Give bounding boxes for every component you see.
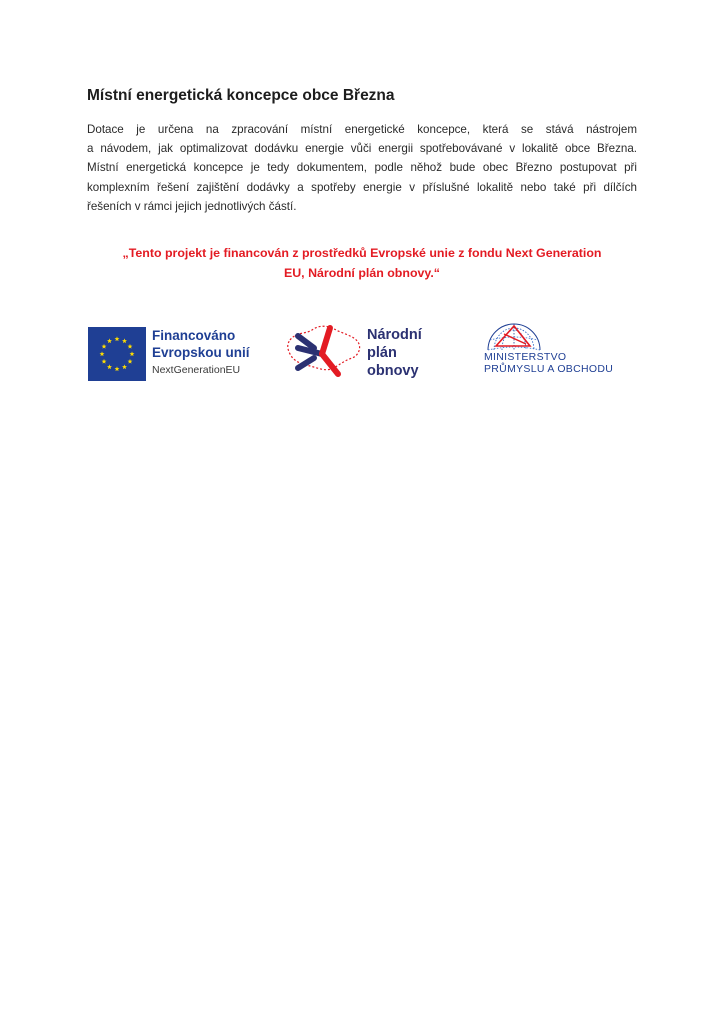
page-title: Místní energetická koncepce obce Března: [87, 87, 395, 104]
eu-star-icon: [115, 336, 120, 341]
narodni-plan-obnovy-logo: [284, 318, 444, 384]
eu-star-icon: [128, 344, 133, 349]
mpo-logo-line-2: PRŮMYSLU A OBCHODU: [484, 362, 614, 375]
funding-statement-line: „Tento projekt je financován z prostředků Evropské unie z fondu Next Generation: [122, 246, 602, 260]
ministry-logo: [482, 320, 642, 380]
eu-star-icon: [107, 364, 112, 369]
eu-star-icon: [102, 359, 107, 364]
narodni-plan-obnovy-mark-icon: [284, 318, 364, 384]
eu-star-icon: [107, 338, 112, 343]
eu-star-icon: [122, 338, 127, 343]
ministry-globe-icon: [484, 320, 544, 352]
mpo-logo-line-1: MINISTERSTVO: [484, 351, 567, 363]
eu-funding-logo: [88, 327, 248, 381]
npo-logo-line-3: obnovy: [367, 363, 419, 379]
funding-statement-line: EU, Národní plán obnovy.“: [283, 265, 441, 280]
eu-star-icon: [128, 359, 133, 364]
eu-star-icon: [130, 351, 135, 356]
eu-flag-icon: [88, 327, 146, 381]
eu-star-icon: [102, 344, 107, 349]
funding-statement: [87, 244, 637, 283]
eu-star-icon: [115, 366, 120, 371]
eu-star-icon: [100, 351, 105, 356]
paragraph-line: řešeních v rámci jejich jednotlivých částí.: [87, 199, 297, 213]
npo-logo-line-2: plán: [367, 345, 397, 361]
paragraph-line: a návodem, jak optimalizovat dodávku energie vůči energii spotřebovávané v lokalitě obce Března.: [87, 142, 637, 156]
eu-star-icon: [122, 364, 127, 369]
body-paragraph: [87, 120, 637, 216]
npo-logo-line-1: Národní: [367, 327, 422, 343]
eu-logo-line-3: NextGenerationEU: [152, 364, 241, 376]
eu-logo-line-2: Evropskou unií: [152, 345, 250, 360]
eu-logo-line-1: Financováno: [152, 328, 236, 343]
paragraph-line: komplexním řešení zajištění dodávky a spotřeby energie v příslušné lokalitě nebo také při dílčích: [87, 180, 637, 194]
paragraph-line: Dotace je určena na zpracování místní energetické koncepce, která se stává nástrojem: [87, 123, 637, 136]
paragraph-line: Místní energetická koncepce je tedy dokumentem, podle něhož bude obec Březno postupovat při: [87, 161, 637, 175]
